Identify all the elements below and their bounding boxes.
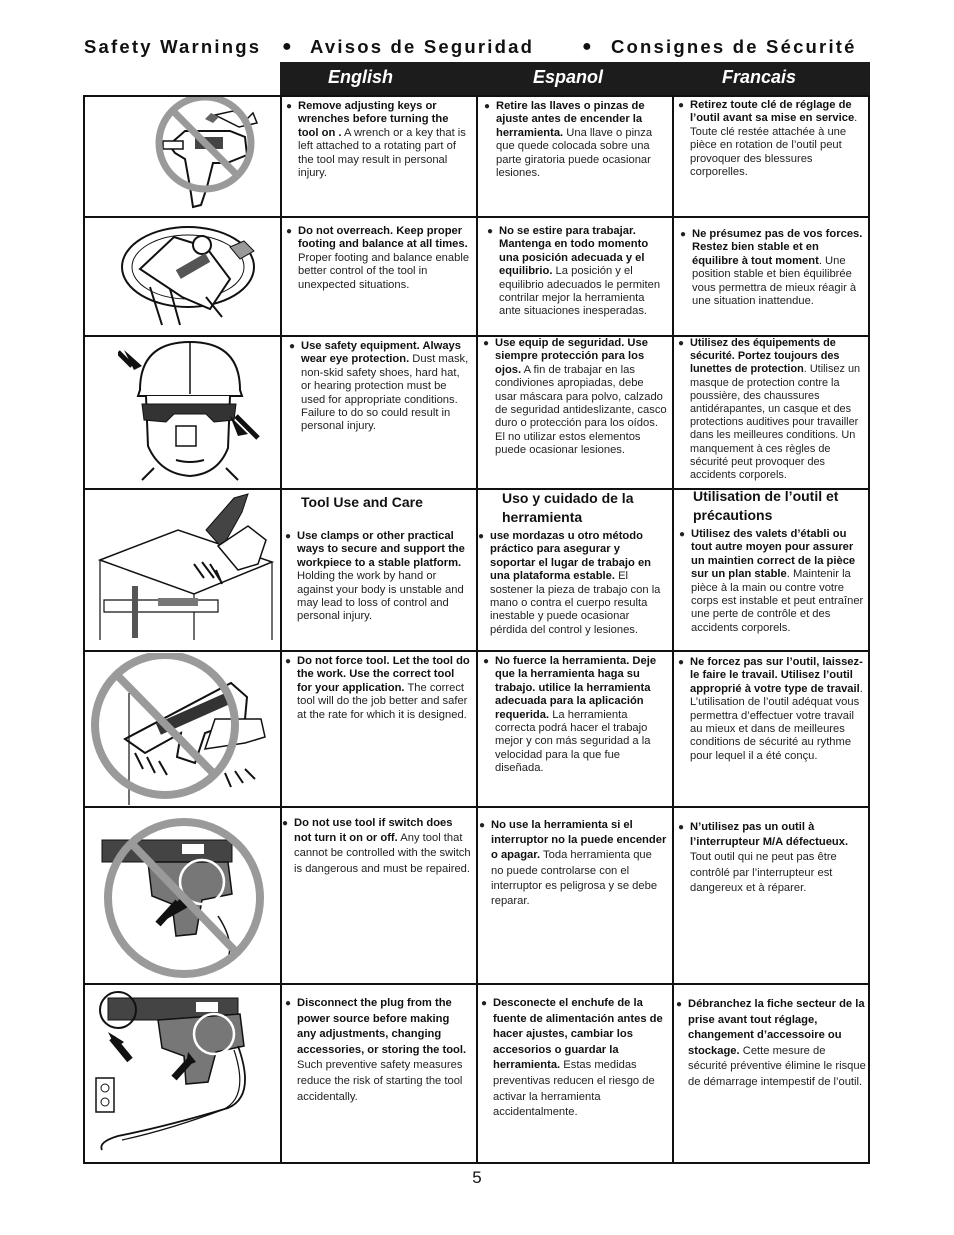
row1-french-text: ● Retirez toute clé de réglage de l’outil avant sa mise en service. Toute clé restée attachée à une pièce en rotation de l’outil peut provoquer des blessures corporelles. (678, 99, 858, 179)
row4-spanish-text: ● use mordazas u otro método práctico para asegurar y soportar el lugar de trabajo en una plataforma estable. El sostener la pieza de trabajo con la mano o contra el cuerpo resulta inestable y puede ocasionar pérdida del control y lesiones. (478, 530, 661, 636)
bullet-icon: ● (483, 656, 490, 667)
row3-french-text: ● Utilisez des équipements de sécurité. Portez toujours des lunettes de protection. Utilisez un masque de protection contre la poussière, des chaussures antidérapantes, un casque et des protections auditives pour travailler dans les meilleures conditions. Un manquement à ces règles de sécurité peut provoquer des accidents corporels. (678, 337, 861, 482)
row1-spanish-text: ● Retire las llaves o pinzas de ajuste antes de encender la herramienta. Una llave o pinza que quede colocada sobre una parte giratoria puede ocasionar lesiones. (484, 100, 653, 180)
title-spanish: Avisos de Seguridad (310, 36, 535, 57)
safety-equipment-icon (118, 336, 270, 482)
title-french: Consignes de Sécurité (611, 36, 857, 57)
faulty-switch-icon (98, 816, 274, 978)
clamp-workpiece-icon (98, 490, 274, 648)
bullet-icon: ● (678, 100, 685, 111)
row3-english-text: ● Use safety equipment. Always wear eye protection. Dust mask, non-skid safety shoes, hard hat, or hearing protection must be used for appropriate conditions. Failure to do so could result in personal injury. (289, 340, 469, 433)
bullet-icon: ● (286, 101, 293, 112)
row6-french-text: ● N’utilisez pas un outil à l’interrupteur M/A défectueux. Tout outil qui ne peut pas être contrôlé par l’interrupteur est dangereux et à réparer. (678, 821, 849, 894)
section-heading-spanish: Uso y cuidado de la herramienta (502, 490, 634, 525)
bullet-icon: ● (286, 226, 293, 237)
title-separator: ● (282, 38, 294, 55)
bullet-icon: ● (285, 998, 292, 1009)
bullet-icon: ● (285, 656, 292, 667)
row7-english-text: ● Disconnect the plug from the power source before making any adjustments, changing accessories, or storing the tool. Such preventive safety measures reduce the risk of starting the tool accidentally. (285, 997, 467, 1103)
row5-french-text: ● Ne forcez pas sur l’outil, laissez-le faire le travail. Utilisez l’outil approprié à votre type de travail. L’utilisation de l’outil adéquat vous permettra d’effectuer votre travail au mieux et dans de meilleures conditions de sécurité au rythme pour lequel il a été conçu. (678, 656, 863, 762)
row5-spanish-text: ● No fuerce la herramienta. Deje que la herramienta haga su trabajo. utilice la herramienta adecuada para la aplicación requerida. La herramienta correcta podrá hacer el trabajo mejor y con más seguridad a la velocidad para la que fue diseñada. (483, 655, 657, 775)
language-header-bar (280, 62, 870, 95)
column-header-english: English (328, 67, 394, 87)
row6-english-text: ● Do not use tool if switch does not turn it on or off. Any tool that cannot be controlled with the switch is dangerous and must be repaired. (282, 817, 471, 875)
bullet-icon: ● (676, 999, 683, 1010)
bullet-icon: ● (285, 531, 292, 542)
row7-spanish-text: ● Desconecte el enchufe de la fuente de alimentación antes de hacer ajustes, cambiar los accesorios o guardar la herramienta. Estas medidas preventivas reducen el riesgo de activar la herramienta accidentalmente. (481, 997, 663, 1119)
row3-spanish-text: ● Use equip de seguridad. Use siempre protección para los ojos. A fin de trabajar en las condiviones apropiadas, debe usar máscara para polvo, calzado de seguridad antideslizante, casco duro o protección para los oídos. El no utilizar estos elementos puede ocasionar lesiones. (483, 337, 667, 457)
row2-spanish-text: ● No se estire para trabajar. Mantenga en todo momento una posición adecuada y el equilibrio. La posición y el equilibrio adecuados le permiten contrilar mejor la herramienta ante situaciones inesperadas. (487, 225, 661, 318)
bullet-icon: ● (479, 820, 486, 831)
row2-english-text: ● Do not overreach. Keep proper footing and balance at all times. Proper footing and balance enable better control of the tool in unexpected situations. (286, 225, 470, 291)
unplug-tool-icon (88, 986, 274, 1160)
page-number: 5 (472, 1168, 482, 1187)
bullet-icon: ● (678, 338, 685, 349)
row1-english-text: ● Remove adjusting keys or wrenches before turning the tool on . A wrench or a key that is left attached to a rotating part of the tool may result in personal injury. (286, 100, 466, 180)
bullet-icon: ● (481, 998, 488, 1009)
bullet-icon: ● (289, 341, 296, 352)
column-divider (280, 97, 282, 1162)
section-heading-french: Utilisation de l’outil et précautions (693, 488, 839, 523)
row4-french-text: ● Utilisez des valets d’établi ou tout autre moyen pour assurer un maintien correct de la pièce sur un plan stable. Maintenir la pièce à la main ou contre votre corps est instable et peut entraîner une perte de contrôle et des accidents corporels. (679, 528, 864, 634)
row5-english-text: ● Do not force tool. Let the tool do the work. Use the correct tool for your application. The correct tool will do the job better and safer at the rate for which it is designed. (285, 655, 470, 721)
title-english: Safety Warnings (84, 36, 262, 57)
row6-spanish-text: ● No use la herramienta si el interruptor no la puede encender o apagar. Toda herramienta que no puede controlarse con el interruptor es peligrosa y se debe reparar. (479, 819, 667, 908)
bullet-icon: ● (680, 229, 687, 240)
section-heading-english: Tool Use and Care (301, 494, 423, 510)
bullet-icon: ● (483, 338, 490, 349)
overreach-icon (110, 217, 270, 335)
bullet-icon: ● (678, 657, 685, 668)
remove-keys-icon (135, 97, 275, 215)
page-title (84, 36, 870, 58)
bullet-icon: ● (487, 226, 494, 237)
bullet-icon: ● (484, 101, 491, 112)
column-header-spanish: Espanol (533, 67, 604, 87)
bullet-icon: ● (282, 818, 289, 829)
row2-french-text: ● Ne présumez pas de vos forces. Restez bien stable et en équilibre à tout moment. Une position stable et bien équilibrée vous permettra de mieux réagir à une situation inattendue. (680, 228, 863, 308)
column-header-french: Francais (722, 67, 797, 87)
bullet-icon: ● (678, 822, 685, 833)
column-divider (672, 97, 674, 1162)
force-tool-icon (85, 653, 273, 805)
bullet-icon: ● (478, 531, 485, 542)
row4-english-text: ● Use clamps or other practical ways to secure and support the workpiece to a stable platform. Holding the work by hand or against your body is unstable and may lead to loss of control and personal injury. (285, 530, 465, 623)
bullet-icon: ● (679, 529, 686, 540)
title-separator: ● (582, 38, 594, 55)
row7-french-text: ● Débranchez la fiche secteur de la prise avant tout réglage, changement d’accessoire ou stockage. Cette mesure de sécurité préventive élimine le risque de démarrage intempestif de l’outil. (676, 998, 866, 1088)
